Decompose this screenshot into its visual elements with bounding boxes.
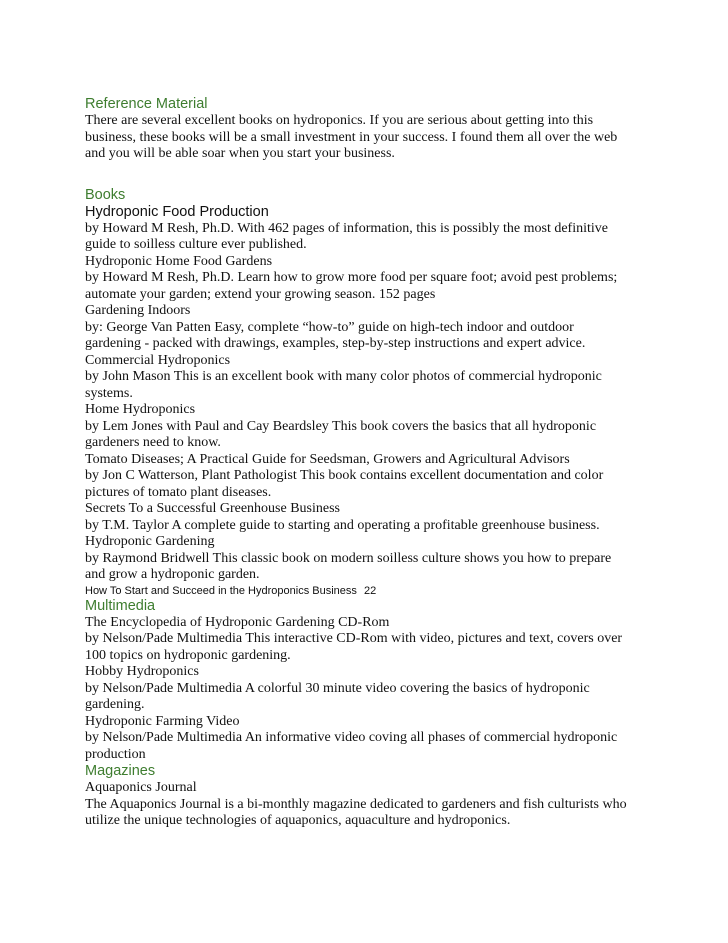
book-line: by Jon C Watterson, Plant Pathologist This book contains excellent documentation and color [85,468,604,483]
magazine-line: utilize the unique technologies of aquaponics, aquaculture and hydroponics. [85,813,511,828]
media-line: gardening. [85,697,145,712]
media-title: The Encyclopedia of Hydroponic Gardening CD-Rom [85,614,390,630]
book-title: Hydroponic Food Production [85,203,269,220]
reference-line: There are several excellent books on hydroponics. If you are serious about getting into this [85,113,594,128]
reference-heading: Reference Material [85,96,208,112]
book-title: Home Hydroponics [85,402,196,417]
reference-line: business, these books will be a small investment in your success. I found them all over the web [85,129,618,145]
book-line: pictures of tomato plant diseases. [85,484,272,500]
book-line: by Howard M Resh, Ph.D. With 462 pages of information, this is possibly the most definitive [85,220,608,236]
multimedia-section [85,598,645,764]
book-line: by T.M. Taylor A complete guide to starting and operating a profitable greenhouse business. [85,517,600,533]
reference-body [85,113,645,163]
magazine-title: Aquaponics Journal [85,780,197,795]
media-line: by Nelson/Pade Multimedia This interactive CD-Rom with video, pictures and text, covers over [85,631,623,646]
book-line: gardening - packed with drawings, examples, step-by-step instructions and expert advice. [85,336,586,351]
book-line: and grow a hydroponic garden. [85,567,260,582]
book-title: Commercial Hydroponics [85,352,231,368]
books-section [85,187,645,584]
magazines-heading: Magazines [85,763,156,779]
document-page [85,96,645,830]
book-line: by Howard M Resh, Ph.D. Learn how to grow more food per square foot; avoid pest problems; [85,270,618,285]
reference-line: and you will be able soar when you start your business. [85,146,395,161]
book-title: Gardening Indoors [85,303,191,318]
book-title: Hydroponic Gardening [85,534,215,549]
book-line: by John Mason This is an excellent book with many color photos of commercial hydroponic [85,369,602,384]
magazines-body [85,780,645,830]
footer-title: How To Start and Succeed in the Hydroponics Business [85,584,357,597]
book-title: Hydroponic Home Food Gardens [85,253,273,269]
book-line: by: George Van Patten Easy, complete “how-to” guide on high-tech indoor and outdoor [85,319,574,335]
media-line: production [85,746,146,762]
media-title: Hydroponic Farming Video [85,713,240,729]
multimedia-heading: Multimedia [85,597,156,614]
book-title: Secrets To a Successful Greenhouse Business [85,501,340,516]
media-line: by Nelson/Pade Multimedia An informative video coving all phases of commercial hydroponic [85,730,618,745]
books-heading: Books [85,186,126,203]
book-line: automate your garden; extend your growing season. 152 pages [85,286,436,302]
magazines-section [85,763,645,830]
page-number: 22 [363,584,377,597]
book-line: by Lem Jones with Paul and Cay Beardsley This book covers the basics that all hydroponic [85,418,597,434]
media-line: by Nelson/Pade Multimedia A colorful 30 minute video covering the basics of hydroponic [85,680,590,696]
book-line: gardeners need to know. [85,435,221,450]
book-line: by Raymond Bridwell This classic book on modern soilless culture shows you how to prepare [85,550,612,566]
page-footer [85,585,645,598]
book-title: Tomato Diseases; A Practical Guide for Seedsman, Growers and Agricultural Advisors [85,451,570,467]
books-body [85,221,645,584]
reference-section [85,96,645,163]
magazine-line: The Aquaponics Journal is a bi-monthly magazine dedicated to gardeners and fish culturists who [85,796,627,812]
book-line: systems. [85,385,133,401]
section-spacer [85,163,645,187]
media-title: Hobby Hydroponics [85,664,199,679]
book-line: guide to soilless culture ever published. [85,237,307,252]
multimedia-body [85,615,645,764]
media-line: 100 topics on hydroponic gardening. [85,647,291,663]
